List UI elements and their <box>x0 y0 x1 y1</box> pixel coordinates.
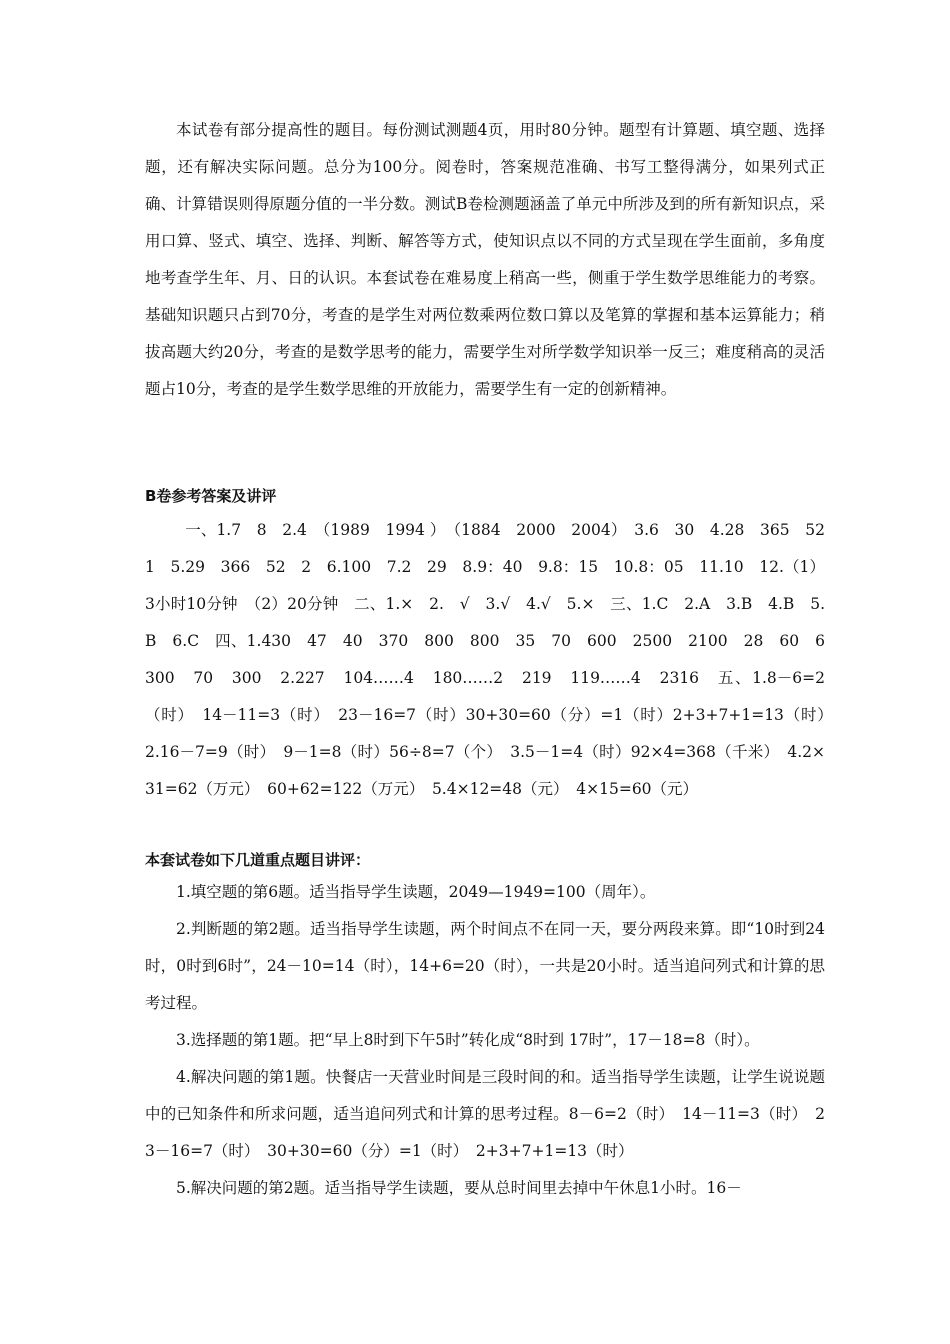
point-item-3: 3.选择题的第1题。把“早上8时到下午5时”转化成“8时到 17时”，17－18=8（时）。 <box>176 1031 760 1049</box>
points-heading: 本套试卷如下几道重点题目讲评： <box>145 851 371 869</box>
answers-heading: B卷参考答案及讲评 <box>145 487 277 505</box>
intro-paragraph: 本试卷有部分提高性的题目。每份测试测题4页，用时80分钟。题型有计算题、填空题、选择题，还有解决实际问题。总分为100分。阅卷时，答案规范准确、书写工整得满分，如果列式正确、计算错误则得原题分值的一半分数。测试B卷检测题涵盖了单元中所涉及到的所有新知识点，采用口算、竖式、填空、选择、判断、解答等方式，使知识点以不同的方式呈现在学生面前，多角度地考查学生年、月、日的认识。本套试卷在难易度上稍高一些，侧重于学生数学思维能力的考察。基础知识题只占到70分，考查的是学生对两位数乘两位数口算以及笔算的掌握和基本运算能力；稍拔高题大约20分，考查的是数学思考的能力，需要学生对所学数学知识举一反三；难度稍高的灵活题占10分，考查的是学生数学思维的开放能力，需要学生有一定的创新精神。 <box>145 121 825 398</box>
answers-section <box>145 512 841 808</box>
point-item-5: 5.解决问题的第2题。适当指导学生读题，要从总时间里去掉中午休息1小时。16－ <box>176 1179 742 1197</box>
point-item-2: 2.判断题的第2题。适当指导学生读题，两个时间点不在同一天，要分两段来算。即“10时到24时，0时到6时”，24－10=14（时），14+6=20（时），一共是20小时。适当追问列式和计算的思考过程。 <box>145 920 825 1012</box>
point-item-4: 4.解决问题的第1题。快餐店一天营业时间是三段时间的和。适当指导学生读题，让学生说说题中的已知条件和所求问题，适当追问列式和计算的思考过程。8－6=2（时） 14－11=3（时） 23－16=7（时） 30+30=60（分）=1（时） 2+3+7+1=13（时） <box>145 1068 825 1160</box>
intro-section <box>145 112 825 408</box>
point-item-1: 1.填空题的第6题。适当指导学生读题，2049—1949=100（周年）。 <box>176 883 656 901</box>
points-section <box>145 874 825 1207</box>
answers-paragraph: 一、1.7 8 2.4 （1989 1994 ） （1884 2000 2004） 3.6 30 4.28 365 52 1 5.29 366 52 2 6.100 7.2 29 8.9：40 9.8：15 10.8：05 11.10 12.（1）3小时10分钟 （2）20分钟 二、1.× 2. √ 3.√ 4.√ 5.× 三、1.C 2.A 3.B 4.B 5.B 6.C 四、1.430 47 40 370 800 800 35 70 600 2500 2100 28 60 6300 70 300 2.227 104……4 180……2 219 119……4 2316 五、1.8－6=2（时） 14－11=3（时） 23－16=7（时）30+30=60（分）=1（时）2+3+7+1=13（时） 2.16－7=9（时） 9－1=8（时）56÷8=7（个） 3.5－1=4（时）92×4=368（千米） 4.2×31=62（万元） 60+62=122（万元） 5.4×12=48（元） 4×15=60（元） <box>145 521 841 798</box>
